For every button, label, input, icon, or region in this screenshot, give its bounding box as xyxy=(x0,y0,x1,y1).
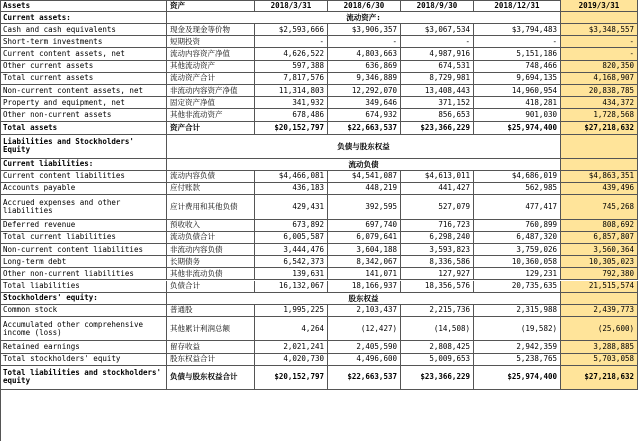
highlight-cell xyxy=(561,293,638,305)
row-label-zh[interactable]: 非流动内容负债 xyxy=(167,244,255,256)
value-cell[interactable]: 4,264 xyxy=(255,317,328,342)
value-cell[interactable]: 439,496 xyxy=(561,183,638,195)
row-label-zh[interactable]: 预收收入 xyxy=(167,220,255,232)
row-label-en[interactable]: Total liabilities and stockholders' equity xyxy=(0,366,167,390)
value-cell[interactable]: 4,020,730 xyxy=(255,354,328,366)
row-label-zh[interactable]: 其他非流动资产 xyxy=(167,109,255,121)
value-cell[interactable]: 8,336,586 xyxy=(401,256,474,268)
row-label-en[interactable]: Long-term debt xyxy=(0,256,167,268)
value-cell[interactable]: $2,593,666 xyxy=(255,24,328,36)
value-cell[interactable]: 12,292,070 xyxy=(328,85,401,97)
value-cell[interactable]: $27,218,632 xyxy=(561,366,638,390)
row-label-zh[interactable]: 资产合计 xyxy=(167,122,255,135)
value-cell[interactable]: 8,342,067 xyxy=(328,256,401,268)
value-cell[interactable]: 13,408,443 xyxy=(401,85,474,97)
row-label-zh[interactable]: 应计费用和其他负债 xyxy=(167,195,255,220)
value-cell[interactable]: 139,631 xyxy=(255,268,328,280)
header-row xyxy=(0,0,638,12)
value-cell[interactable]: 20,838,785 xyxy=(561,85,638,97)
value-cell[interactable]: 5,238,765 xyxy=(474,354,561,366)
table-row xyxy=(0,281,638,293)
value-cell[interactable]: $23,366,229 xyxy=(401,366,474,390)
value-cell[interactable]: 4,626,522 xyxy=(255,48,328,60)
row-label-en[interactable]: Common stock xyxy=(0,305,167,317)
value-cell[interactable]: $25,974,400 xyxy=(474,366,561,390)
row-label-en[interactable]: Total current liabilities xyxy=(0,232,167,244)
value-cell[interactable]: $3,794,483 xyxy=(474,24,561,36)
table-row xyxy=(0,232,638,244)
value-cell[interactable]: 392,595 xyxy=(328,195,401,220)
table-row xyxy=(0,85,638,97)
header-period[interactable]: 2018/9/30 xyxy=(401,0,474,12)
value-cell[interactable]: 341,932 xyxy=(255,97,328,109)
value-cell[interactable]: $3,348,557 xyxy=(561,24,638,36)
section-label-zh: 流动资产: xyxy=(167,12,561,24)
value-cell[interactable]: $27,218,632 xyxy=(561,122,638,135)
value-cell[interactable]: 436,183 xyxy=(255,183,328,195)
row-label-zh[interactable]: 流动内容负债 xyxy=(167,171,255,183)
row-label-zh[interactable]: 负债合计 xyxy=(167,281,255,293)
row-label-zh[interactable]: 其他流动资产 xyxy=(167,61,255,73)
header-label-en[interactable]: Assets xyxy=(0,0,167,12)
value-cell[interactable]: 16,132,067 xyxy=(255,281,328,293)
row-label-zh[interactable]: 留存收益 xyxy=(167,341,255,353)
row-label-en[interactable]: Liabilities and Stockholders' Equity xyxy=(0,135,167,159)
header-label-zh[interactable]: 资产 xyxy=(167,0,255,12)
value-cell[interactable]: 820,350 xyxy=(561,61,638,73)
value-cell[interactable]: 2,942,359 xyxy=(474,341,561,353)
value-cell[interactable]: $20,152,797 xyxy=(255,366,328,390)
row-label-zh[interactable]: 非流动内容资产净值 xyxy=(167,85,255,97)
row-label-zh[interactable]: 负债与股东权益合计 xyxy=(167,366,255,390)
value-cell[interactable]: 18,356,576 xyxy=(401,281,474,293)
value-cell[interactable]: $3,906,357 xyxy=(328,24,401,36)
value-cell[interactable]: (14,508) xyxy=(401,317,474,342)
value-cell[interactable]: 18,166,937 xyxy=(328,281,401,293)
value-cell[interactable]: 678,486 xyxy=(255,109,328,121)
section-label-zh: 负债与股东权益 xyxy=(167,135,561,159)
value-cell[interactable]: $22,663,537 xyxy=(328,366,401,390)
value-cell[interactable]: 3,604,188 xyxy=(328,244,401,256)
value-cell[interactable]: 14,960,954 xyxy=(474,85,561,97)
table-row xyxy=(0,36,638,48)
value-cell[interactable]: 6,857,807 xyxy=(561,232,638,244)
row-label-en[interactable]: Total stockholders' equity xyxy=(0,354,167,366)
value-cell[interactable]: $20,152,797 xyxy=(255,122,328,135)
value-cell[interactable]: 2,315,988 xyxy=(474,305,561,317)
value-cell[interactable]: - xyxy=(561,36,638,48)
table-row xyxy=(0,61,638,73)
value-cell[interactable]: $4,541,087 xyxy=(328,171,401,183)
table-row xyxy=(0,183,638,195)
value-cell[interactable]: 434,372 xyxy=(561,97,638,109)
row-label-zh[interactable]: 流动内容资产净值 xyxy=(167,48,255,60)
row-label-en[interactable]: Total liabilities xyxy=(0,281,167,293)
value-cell[interactable]: 349,646 xyxy=(328,97,401,109)
row-label-en[interactable]: Non-current content assets, net xyxy=(0,85,167,97)
value-cell[interactable]: 2,405,590 xyxy=(328,341,401,353)
section-label-zh: 流动负债 xyxy=(167,159,561,171)
value-cell[interactable]: 674,932 xyxy=(328,109,401,121)
value-cell[interactable]: 5,151,186 xyxy=(474,48,561,60)
row-label-en[interactable]: Other current assets xyxy=(0,61,167,73)
table-row xyxy=(0,366,638,390)
value-cell[interactable]: 7,817,576 xyxy=(255,73,328,85)
value-cell[interactable]: (12,427) xyxy=(328,317,401,342)
highlight-cell xyxy=(561,135,638,159)
value-cell[interactable]: 448,219 xyxy=(328,183,401,195)
table-row xyxy=(0,195,638,220)
row-label-en[interactable]: Stockholders' equity: xyxy=(0,293,167,305)
row-label-en[interactable]: Property and equipment, net xyxy=(0,97,167,109)
section-row xyxy=(0,135,638,159)
row-label-zh[interactable]: 现金及现金等价物 xyxy=(167,24,255,36)
row-label-en[interactable]: Cash and cash equivalents xyxy=(0,24,167,36)
value-cell[interactable]: 562,985 xyxy=(474,183,561,195)
value-cell[interactable]: 11,314,803 xyxy=(255,85,328,97)
value-cell[interactable]: 808,692 xyxy=(561,220,638,232)
row-label-en[interactable]: Other non-current assets xyxy=(0,109,167,121)
row-label-zh[interactable]: 其他非流动负债 xyxy=(167,268,255,280)
header-period[interactable]: 2018/12/31 xyxy=(474,0,561,12)
header-period[interactable]: 2018/3/31 xyxy=(255,0,328,12)
table-row xyxy=(0,122,638,135)
value-cell[interactable]: 9,346,889 xyxy=(328,73,401,85)
table-row xyxy=(0,171,638,183)
value-cell[interactable]: - xyxy=(474,36,561,48)
highlight-cell xyxy=(561,159,638,171)
section-row xyxy=(0,12,638,24)
table-row xyxy=(0,268,638,280)
section-row xyxy=(0,159,638,171)
value-cell[interactable]: 1,995,225 xyxy=(255,305,328,317)
value-cell[interactable]: 6,298,240 xyxy=(401,232,474,244)
value-cell[interactable]: 6,487,320 xyxy=(474,232,561,244)
value-cell[interactable]: 6,542,373 xyxy=(255,256,328,268)
value-cell[interactable]: 792,380 xyxy=(561,268,638,280)
value-cell[interactable]: - xyxy=(328,36,401,48)
row-label-en[interactable]: Current assets: xyxy=(0,12,167,24)
value-cell[interactable]: 856,653 xyxy=(401,109,474,121)
value-cell[interactable]: 3,759,026 xyxy=(474,244,561,256)
row-label-en[interactable]: Current content assets, net xyxy=(0,48,167,60)
value-cell[interactable]: 20,735,635 xyxy=(474,281,561,293)
value-cell[interactable]: - xyxy=(255,36,328,48)
table-row xyxy=(0,109,638,121)
value-cell[interactable]: 3,288,885 xyxy=(561,341,638,353)
row-label-zh[interactable]: 短期投资 xyxy=(167,36,255,48)
value-cell[interactable]: 9,694,135 xyxy=(474,73,561,85)
row-label-en[interactable]: Current content liabilities xyxy=(0,171,167,183)
header-period[interactable]: 2019/3/31 xyxy=(561,0,638,12)
value-cell[interactable]: $4,686,019 xyxy=(474,171,561,183)
table-row xyxy=(0,97,638,109)
value-cell[interactable]: 6,079,641 xyxy=(328,232,401,244)
value-cell[interactable]: 3,593,823 xyxy=(401,244,474,256)
value-cell[interactable]: 673,892 xyxy=(255,220,328,232)
value-cell[interactable]: 8,729,981 xyxy=(401,73,474,85)
value-cell[interactable]: 21,515,574 xyxy=(561,281,638,293)
value-cell[interactable]: 2,103,437 xyxy=(328,305,401,317)
value-cell[interactable]: 5,009,653 xyxy=(401,354,474,366)
table-row xyxy=(0,244,638,256)
value-cell[interactable]: - xyxy=(401,36,474,48)
table-row xyxy=(0,220,638,232)
row-label-zh[interactable]: 普通股 xyxy=(167,305,255,317)
value-cell[interactable]: 4,987,916 xyxy=(401,48,474,60)
value-cell[interactable]: 4,496,600 xyxy=(328,354,401,366)
table-row xyxy=(0,256,638,268)
value-cell[interactable]: $4,613,011 xyxy=(401,171,474,183)
value-cell[interactable]: 760,899 xyxy=(474,220,561,232)
row-label-en[interactable]: Short-term investments xyxy=(0,36,167,48)
value-cell[interactable]: 2,808,425 xyxy=(401,341,474,353)
row-label-en[interactable]: Other non-current liabilities xyxy=(0,268,167,280)
value-cell[interactable]: $4,466,081 xyxy=(255,171,328,183)
row-label-zh[interactable]: 流动资产合计 xyxy=(167,73,255,85)
row-label-zh[interactable]: 固定资产净值 xyxy=(167,97,255,109)
value-cell[interactable]: 418,281 xyxy=(474,97,561,109)
value-cell[interactable]: 674,531 xyxy=(401,61,474,73)
value-cell[interactable]: 636,869 xyxy=(328,61,401,73)
value-cell[interactable]: 748,466 xyxy=(474,61,561,73)
value-cell[interactable]: 129,231 xyxy=(474,268,561,280)
value-cell[interactable]: 527,079 xyxy=(401,195,474,220)
row-label-en[interactable]: Accumulated other comprehensive income (loss) xyxy=(0,317,167,342)
value-cell[interactable]: 429,431 xyxy=(255,195,328,220)
table-row xyxy=(0,24,638,36)
table-row xyxy=(0,354,638,366)
value-cell[interactable]: $25,974,400 xyxy=(474,122,561,135)
row-label-zh[interactable]: 股东权益合计 xyxy=(167,354,255,366)
value-cell[interactable]: 2,439,773 xyxy=(561,305,638,317)
value-cell[interactable]: 4,168,907 xyxy=(561,73,638,85)
value-cell[interactable]: (25,600) xyxy=(561,317,638,342)
table-row xyxy=(0,73,638,85)
row-label-zh[interactable]: 其他累计利润总额 xyxy=(167,317,255,342)
row-label-en[interactable]: Accounts payable xyxy=(0,183,167,195)
value-cell[interactable]: 716,723 xyxy=(401,220,474,232)
value-cell[interactable]: 2,215,736 xyxy=(401,305,474,317)
row-label-en[interactable]: Total assets xyxy=(0,122,167,135)
value-cell[interactable]: 901,030 xyxy=(474,109,561,121)
header-period[interactable]: 2018/6/30 xyxy=(328,0,401,12)
value-cell[interactable]: $4,863,351 xyxy=(561,171,638,183)
value-cell[interactable]: 1,728,568 xyxy=(561,109,638,121)
value-cell[interactable]: $23,366,229 xyxy=(401,122,474,135)
highlight-cell xyxy=(561,12,638,24)
value-cell[interactable]: 3,444,476 xyxy=(255,244,328,256)
row-label-en[interactable]: Current liabilities: xyxy=(0,159,167,171)
value-cell[interactable]: 597,388 xyxy=(255,61,328,73)
value-cell[interactable]: 745,268 xyxy=(561,195,638,220)
row-label-en[interactable]: Retained earnings xyxy=(0,341,167,353)
table-row xyxy=(0,341,638,353)
value-cell[interactable]: 6,005,587 xyxy=(255,232,328,244)
section-row xyxy=(0,293,638,305)
value-cell[interactable]: 477,417 xyxy=(474,195,561,220)
row-label-en[interactable]: Total current assets xyxy=(0,73,167,85)
value-cell[interactable]: $3,067,534 xyxy=(401,24,474,36)
value-cell[interactable]: 371,152 xyxy=(401,97,474,109)
row-label-zh[interactable]: 长期债务 xyxy=(167,256,255,268)
row-label-en[interactable]: Accrued expenses and other liabilities xyxy=(0,195,167,220)
value-cell[interactable]: 441,427 xyxy=(401,183,474,195)
row-label-en[interactable]: Deferred revenue xyxy=(0,220,167,232)
table-row xyxy=(0,317,638,342)
row-label-en[interactable]: Non-current content liabilities xyxy=(0,244,167,256)
value-cell[interactable]: 5,703,058 xyxy=(561,354,638,366)
value-cell[interactable]: 127,927 xyxy=(401,268,474,280)
value-cell[interactable]: 141,071 xyxy=(328,268,401,280)
table-row xyxy=(0,305,638,317)
value-cell[interactable]: 10,360,058 xyxy=(474,256,561,268)
value-cell[interactable]: (19,582) xyxy=(474,317,561,342)
value-cell[interactable]: 3,560,364 xyxy=(561,244,638,256)
section-label-zh: 股东权益 xyxy=(167,293,561,305)
table-row xyxy=(0,48,638,60)
value-cell[interactable]: 10,305,023 xyxy=(561,256,638,268)
value-cell[interactable]: $22,663,537 xyxy=(328,122,401,135)
value-cell[interactable]: 4,803,663 xyxy=(328,48,401,60)
value-cell[interactable]: 2,021,241 xyxy=(255,341,328,353)
row-label-zh[interactable]: 应付账款 xyxy=(167,183,255,195)
value-cell[interactable]: - xyxy=(561,48,638,60)
value-cell[interactable]: 697,740 xyxy=(328,220,401,232)
row-label-zh[interactable]: 流动负债合计 xyxy=(167,232,255,244)
